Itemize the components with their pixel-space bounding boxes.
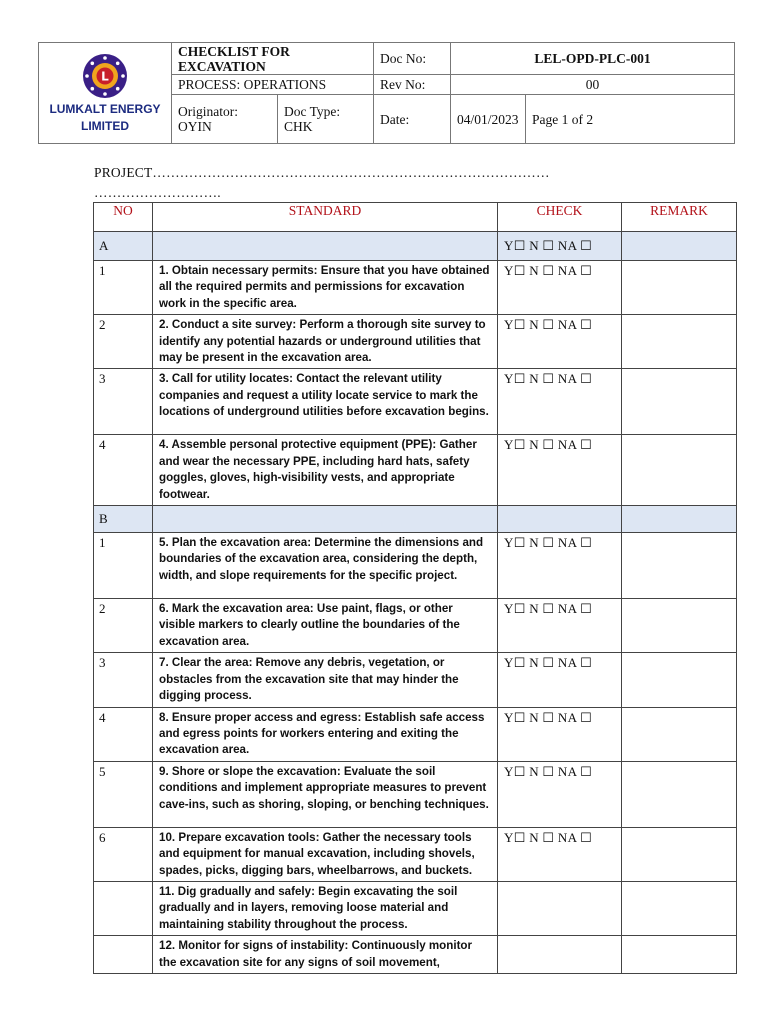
project-field <box>94 163 694 203</box>
doc-no-label: Doc No: <box>374 43 451 75</box>
section-standard-cell <box>153 232 498 261</box>
remark-cell[interactable] <box>622 881 737 935</box>
standard-text: 6. Mark the excavation area: Use paint, flags, or other visible markers to clearly outline the boundaries of the excavation area. <box>153 599 498 653</box>
row-number: 6 <box>94 827 153 881</box>
rev-no-value: 00 <box>451 75 735 95</box>
row-number <box>94 936 153 974</box>
table-row <box>94 707 737 761</box>
check-options[interactable]: Y☐ N ☐ NA ☐ <box>498 761 622 827</box>
table-row <box>94 435 737 506</box>
table-header-row <box>94 203 737 232</box>
check-options[interactable]: Y☐ N ☐ NA ☐ <box>498 369 622 435</box>
remark-cell[interactable] <box>622 653 737 707</box>
table-row <box>94 369 737 435</box>
company-name-line1: LUMKALT ENERGY <box>49 102 161 116</box>
table-row <box>94 653 737 707</box>
document-title: CHECKLIST FOR EXCAVATION <box>172 43 374 75</box>
standard-text: 10. Prepare excavation tools: Gather the necessary tools and equipment for manual excavation, including shovels, spades, picks, digging bars, wheelbarrows, and buckets. <box>153 827 498 881</box>
row-number: 4 <box>94 707 153 761</box>
standard-text: 11. Dig gradually and safely: Begin excavating the soil gradually and in layers, removing loose material and maintaining stability throughout the process. <box>153 881 498 935</box>
check-options[interactable]: Y☐ N ☐ NA ☐ <box>498 533 622 599</box>
table-row <box>94 599 737 653</box>
row-number: 1 <box>94 261 153 315</box>
row-number: 5 <box>94 761 153 827</box>
table-row <box>94 315 737 369</box>
row-number: 3 <box>94 369 153 435</box>
standard-text: 9. Shore or slope the excavation: Evaluate the soil conditions and implement appropriate measures to prevent cave-ins, such as shoring, sloping, or benching techniques. <box>153 761 498 827</box>
standard-text: 1. Obtain necessary permits: Ensure that you have obtained all the required permits and permissions for excavation work in the specific area. <box>153 261 498 315</box>
doc-no-value: LEL-OPD-PLC-001 <box>451 43 735 75</box>
doc-type-value: CHK <box>284 119 313 134</box>
row-number: 2 <box>94 315 153 369</box>
standard-text: 4. Assemble personal protective equipment (PPE): Gather and wear the necessary PPE, including hard hats, safety goggles, gloves, high-visibility vests, and appropriate footwear. <box>153 435 498 506</box>
check-options[interactable]: Y☐ N ☐ NA ☐ <box>498 261 622 315</box>
document-header <box>38 42 735 144</box>
col-header-no: NO <box>94 203 153 232</box>
company-logo-icon <box>81 52 129 100</box>
row-number: 4 <box>94 435 153 506</box>
table-row <box>94 827 737 881</box>
remark-cell[interactable] <box>622 261 737 315</box>
rev-no-label: Rev No: <box>374 75 451 95</box>
remark-cell[interactable] <box>622 369 737 435</box>
row-number: 3 <box>94 653 153 707</box>
standard-text: 3. Call for utility locates: Contact the relevant utility companies and request a utility locate service to mark the locations of underground utilities before excavation begins. <box>153 369 498 435</box>
row-number: 1 <box>94 533 153 599</box>
check-options[interactable]: Y☐ N ☐ NA ☐ <box>498 827 622 881</box>
originator-cell <box>172 95 278 144</box>
standard-text: 8. Ensure proper access and egress: Establish safe access and egress points for workers entering and exiting the excavation area. <box>153 707 498 761</box>
svg-text:L: L <box>101 69 109 84</box>
table-row <box>94 261 737 315</box>
table-row <box>94 881 737 935</box>
table-row <box>94 761 737 827</box>
originator-value: OYIN <box>178 119 212 134</box>
section-remark-cell[interactable] <box>622 232 737 261</box>
check-options[interactable] <box>498 881 622 935</box>
table-row <box>94 936 737 974</box>
remark-cell[interactable] <box>622 707 737 761</box>
company-logo-cell <box>39 43 172 144</box>
row-number <box>94 881 153 935</box>
row-number: 2 <box>94 599 153 653</box>
page-number: Page 1 of 2 <box>526 95 735 144</box>
section-check-options[interactable]: Y☐ N ☐ NA ☐ <box>498 232 622 261</box>
table-row <box>94 533 737 599</box>
col-header-standard: STANDARD <box>153 203 498 232</box>
date-label: Date: <box>374 95 451 144</box>
section-remark-cell[interactable] <box>622 506 737 533</box>
originator-label: Originator: <box>178 104 238 119</box>
section-check-options[interactable] <box>498 506 622 533</box>
date-value: 04/01/2023 <box>451 95 526 144</box>
check-options[interactable] <box>498 936 622 974</box>
process-label: PROCESS: OPERATIONS <box>172 75 374 95</box>
remark-cell[interactable] <box>622 827 737 881</box>
check-options[interactable]: Y☐ N ☐ NA ☐ <box>498 707 622 761</box>
check-options[interactable]: Y☐ N ☐ NA ☐ <box>498 315 622 369</box>
check-options[interactable]: Y☐ N ☐ NA ☐ <box>498 599 622 653</box>
remark-cell[interactable] <box>622 936 737 974</box>
remark-cell[interactable] <box>622 533 737 599</box>
section-label: A <box>94 232 153 261</box>
remark-cell[interactable] <box>622 599 737 653</box>
section-label: B <box>94 506 153 533</box>
section-row <box>94 232 737 261</box>
col-header-check: CHECK <box>498 203 622 232</box>
standard-text: 2. Conduct a site survey: Perform a thorough site survey to identify any potential hazards or underground utilities that may be present in the excavation area. <box>153 315 498 369</box>
standard-text: 7. Clear the area: Remove any debris, vegetation, or obstacles from the excavation site that may hinder the digging process. <box>153 653 498 707</box>
standard-text: 5. Plan the excavation area: Determine the dimensions and boundaries of the excavation area, considering the depth, width, and slope requirements for the specific project. <box>153 533 498 599</box>
check-options[interactable]: Y☐ N ☐ NA ☐ <box>498 653 622 707</box>
checklist-table <box>93 202 737 974</box>
remark-cell[interactable] <box>622 435 737 506</box>
project-line-1: PROJECT…………………………………………………………………………… <box>94 165 550 180</box>
section-row <box>94 506 737 533</box>
doc-type-label: Doc Type: <box>284 104 341 119</box>
doc-type-cell <box>278 95 374 144</box>
remark-cell[interactable] <box>622 315 737 369</box>
project-line-2: ………………………. <box>94 185 221 200</box>
col-header-remark: REMARK <box>622 203 737 232</box>
check-options[interactable]: Y☐ N ☐ NA ☐ <box>498 435 622 506</box>
company-name-line2: LIMITED <box>81 119 129 133</box>
section-standard-cell <box>153 506 498 533</box>
standard-text: 12. Monitor for signs of instability: Continuously monitor the excavation site for any signs of soil movement, <box>153 936 498 974</box>
remark-cell[interactable] <box>622 761 737 827</box>
